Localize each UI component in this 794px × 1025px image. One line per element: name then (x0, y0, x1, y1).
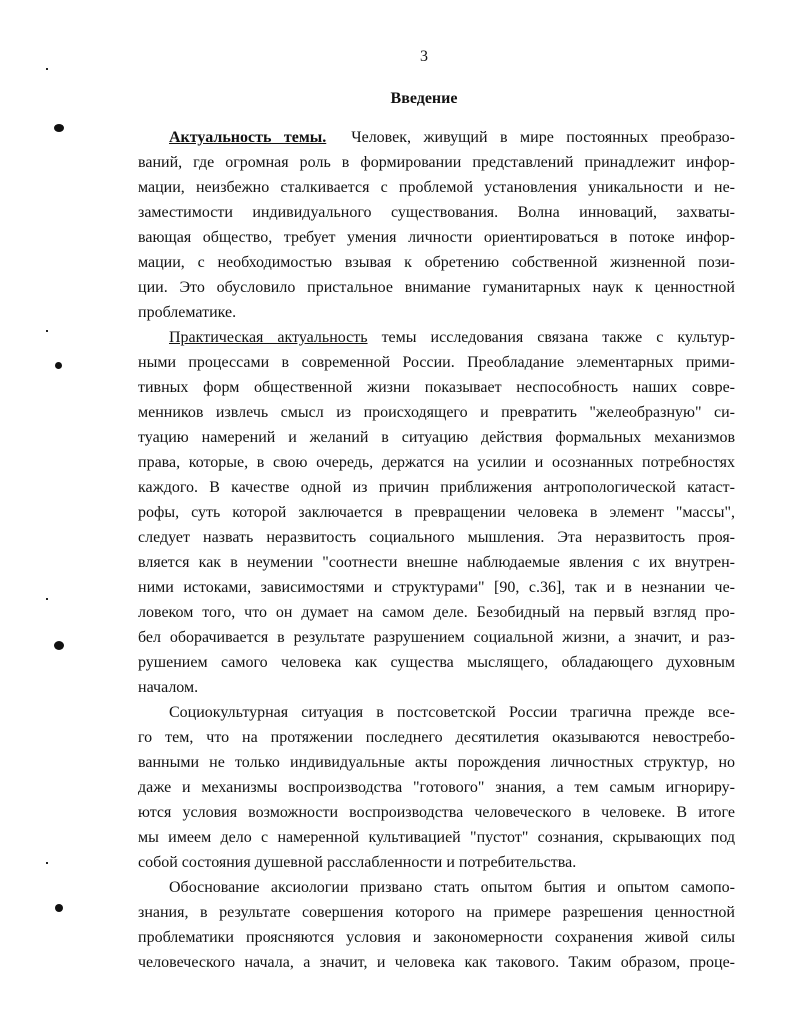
text-line: менников извлечь смысл из происходящего и превратить "желеобразную" си- (138, 404, 735, 421)
text-line: проблематики проясняются условия и закономерности сохранения живой силы (138, 929, 735, 946)
text-line: ними истоками, зависимостями и структурами" [90, с.36], так и в незнании че- (138, 579, 735, 596)
practical-heading: Практическая актуальность (169, 329, 368, 346)
text-line: ными процессами в современной России. Преобладание элементарных прими- (138, 354, 735, 371)
text-line: Практическая актуальность темы исследования связана также с культур- (169, 329, 735, 346)
text-line: заместимости индивидуального существования. Волна инноваций, захваты- (138, 204, 735, 221)
text-line: мации, с необходимостью взывая к обретению собственной жизненной пози- (138, 254, 735, 271)
text-line: Обоснование аксиологии призвано стать опытом бытия и опытом самопо- (169, 879, 735, 896)
text-line: началом. (138, 679, 199, 696)
punch-hole-mark (55, 904, 63, 912)
text-line: ваний, где огромная роль в формировании представлений принадлежит инфор- (138, 154, 735, 171)
text-line: рушением самого человека как существа мыслящего, обладающего духовным (138, 654, 735, 671)
text-line: ловеком того, что он думает на самом деле. Безобидный на первый взгляд про- (138, 604, 735, 621)
text-line: следует назвать неразвитость социального мышления. Эта неразвитость проя- (138, 529, 735, 546)
punch-hole-mark (54, 641, 64, 650)
text-line: вающая общество, требует умения личности ориентироваться в потоке инфор- (138, 229, 735, 246)
text-line: Социокультурная ситуация в постсоветской России трагична прежде все- (169, 704, 735, 721)
punch-hole-mark (54, 124, 64, 132)
text-line: мации, неизбежно сталкивается с проблемой установления уникальности и не- (138, 179, 735, 196)
text-line: го тем, что на протяжении последнего десятилетия оказываются невостребо- (138, 729, 735, 746)
text-line: мы имеем дело с намеренной культивацией "пустот" сознания, скрывающих под (138, 829, 735, 846)
text-line: туацию намерений и желаний в ситуацию действия формальных механизмов (138, 429, 735, 446)
text-line: рофы, суть которой заключается в превращении человека в элемент "массы", (138, 504, 735, 521)
page-number: 3 (420, 48, 428, 65)
relevance-heading: Актуальность темы. (169, 129, 327, 146)
scan-speck (46, 598, 48, 600)
text-line: тивных форм общественной жизни показывает неспособность наших совре- (138, 379, 735, 396)
section-title: Введение (390, 90, 458, 107)
scan-speck (46, 330, 48, 332)
text-line: собой состояния душевной расслабленности и потребительства. (138, 854, 577, 871)
text-line: Актуальность темы. Человек, живущий в мире постоянных преобразо- (169, 129, 735, 146)
text-line: вляется как в неумении "соотнести внешне наблюдаемые явления с их внутрен- (138, 554, 735, 571)
scan-speck (46, 862, 48, 864)
text-line: проблематике. (138, 304, 237, 321)
text-line: ции. Это обусловило пристальное внимание гуманитарных наук к ценностной (138, 279, 735, 296)
text-line: права, которые, в свою очередь, держатся на усилии и осознанных потребностях (138, 454, 735, 471)
text-line: человеческого начала, а значит, и человека как такового. Таким образом, проце- (138, 954, 735, 971)
text-line: даже и механизмы воспроизводства "готового" знания, а тем самым игнориру- (138, 779, 735, 796)
text-line: ванными не только индивидуальные акты порождения личностных структур, но (138, 754, 735, 771)
text-line: каждого. В качестве одной из причин приближения антропологической катаст- (138, 479, 735, 496)
text-line: бел оборачивается в результате разрушением социальной жизни, а значит, и раз- (138, 629, 735, 646)
text-line: ются условия возможности воспроизводства человеческого в человеке. В итоге (138, 804, 735, 821)
scan-speck (46, 68, 48, 70)
punch-hole-mark (55, 362, 62, 369)
text-line: знания, в результате совершения которого на примере разрешения ценностной (138, 904, 735, 921)
